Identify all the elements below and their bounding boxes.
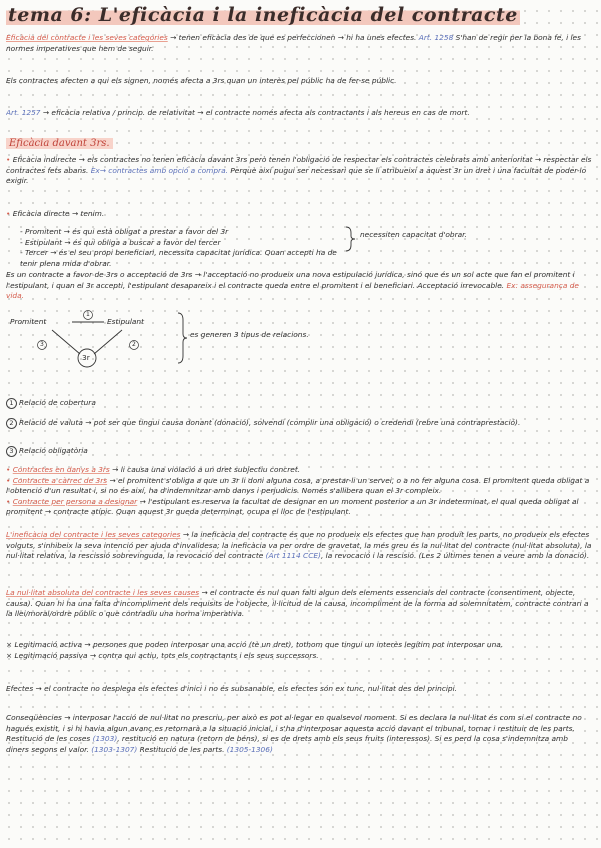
section-heading: Eficàcia davant 3rs. — [6, 138, 113, 149]
intro-paragraph: Eficàcia del contracte i les seves categories → tenen eficàcia des de que es perfeccionen → hi ha unes efectes. Art. 1258 S'han de regir per la bona fe, i les normes imperatives que hem de seguir. — [6, 33, 581, 53]
ineffectiveness-heading: L'ineficàcia del contracte i les seves categories — [6, 530, 181, 539]
list-item: - Tercer → és el seu propi beneficiari, necessita capacitat jurídica. Quan accepti ha de tenir plena mida d'obrar. — [20, 248, 337, 268]
estipulant-tercer-link — [94, 330, 122, 354]
list-item: • Contractes en danys a 3rs → li causa una violació a un dret subjectiu concret. — [6, 465, 301, 474]
article-ref: (1303) — [92, 734, 118, 744]
article-ref: (Art 1114 CCE) — [265, 551, 321, 561]
intro-heading: Eficàcia del contracte i les seves categories — [6, 33, 168, 42]
example-note: Ex→ contractes amb opció a compra. — [90, 165, 228, 175]
brace-note: necessiten capacitat d'obrar. — [360, 230, 467, 239]
nullity-heading: La nul·litat absoluta del contracte i les seves causes — [6, 588, 200, 597]
relation-3-label: 3 — [40, 341, 44, 348]
article-ref: (1303-1307) — [91, 744, 138, 754]
list-item: • Contracte a càrrec de 3rs → el promitent s'obliga a que un 3r li doni alguna cosa, a prestar-li un servei, o a no fer alguna cosa. El promitent queda obligat a l'obtenció d'un resultat i, si no és així, ha d'indemnitzar amb danys i perjudicis. Només s'allibera quan el 3r compleix. — [6, 475, 590, 496]
effects-paragraph: Efectes → el contracte no desplega els efectes d'inici i no és subsanable, els efectes són ex tunc, nul·litat des del principi. — [6, 684, 458, 693]
brace-icon — [176, 312, 188, 364]
relation-cover: 1 Relació de cobertura — [6, 398, 96, 409]
relativity-paragraph: Art. 1257 → eficàcia relativa / princip. de relativitat → el contracte només afecta als contractants i als hereus en cas de mort. — [6, 108, 470, 117]
article-ref: Art. 1258 — [418, 33, 454, 42]
relation-1-label: 1 — [86, 311, 90, 318]
relation-value: 2 Relació de valuta → pot ser que tingui causa donant (donació), solvendi (complir una obligació) o credendi (rebre una contraprestació). — [6, 418, 586, 429]
relation-obligation: 3 Relació obligatòria — [6, 446, 88, 457]
indirect-effect: • Eficàcia indirecte → els contractes no tenen eficàcia davant 3rs però tenen l'obligació de respectar els contractes celebrats amb anterioritat → respectar els contractes fets abans. Ex→ contractes amb opció a compra. Perquè així pugui ser necessari que se li atribueixi a aquest 3r un dret i una facultat de poder-lo exigir. — [6, 155, 592, 186]
promitent-node: Promitent — [10, 317, 47, 326]
article-ref: (1305-1306) — [226, 744, 273, 754]
party-list — [20, 227, 340, 269]
estipulant-node: Estipulant — [107, 317, 145, 326]
standing-list — [6, 640, 592, 661]
list-item: × Legitimació activa → persones que poden interposar una acció (tè un dret), tothom que tingui un interès legítim pot interposar una. — [6, 640, 504, 649]
relation-2-label: 2 — [132, 341, 136, 348]
tercer-node-label: 3r — [82, 353, 90, 362]
nullity-paragraph: La nul·litat absoluta del contracte i les seves causes → el contracte és nul quan falti algun dels elements essencials del contracte (consentiment, objecte, causa). Quan hi ha una falta d'incompliment dels requisits de l'objecte, il·licitud de la causa, incompliment de la forma ad solemnitatem, contracte contrari a la llei/moral/ordre públic o que contradiu una norma imperativa. — [6, 588, 589, 619]
article-ref: Art. 1257 — [6, 108, 41, 117]
direct-effect-label: • Eficàcia directe → tenim. — [6, 209, 105, 218]
third-parties-paragraph: Els contractes afecten a qui els signen, només afecta a 3rs quan un interès pel públic ha de fer-se públic. — [6, 76, 397, 85]
promitent-tercer-link — [52, 330, 80, 354]
example-note: Ex: assegurança de vida. — [6, 280, 579, 301]
ineffectiveness-paragraph: L'ineficàcia del contracte i les seves categories → la ineficàcia del contracte és que no produeix els efectes que han produït les parts, no produeix els efectes volguts, s'inhibeix la seva intenció per ajuda d'invalidesa; la ineficàcia va per ordre de gravetat, la més greu és la nul·litat del contracte (nul·litat absoluta), la nul·litat relativa, la rescissió sobrevinguda, la revocació del contracte (Art 1114 CCE), la revocació i la rescisió. (Les 2 últimes tenen a veure amb la donació). — [6, 530, 592, 561]
brace-icon — [344, 226, 356, 252]
list-item: - Estipulant → és qui obliga a buscar a favor del tercer — [20, 237, 221, 247]
list-item: - Promitent → és qui està obligat a prestar a favor del 3r — [20, 227, 229, 236]
list-item: • Contracte per persona a designar → l'estipulant es reserva la facultat de designar en un moment posterior a un 3r indeterminat, el qual queda obligat al promitent → contracte atípic. Quan aquest 3r queda determinat, ocupa el lloc de l'estipulant. — [6, 496, 579, 517]
contract-types — [6, 465, 592, 518]
page-title: tema 6: L'eficàcia i la ineficàcia del contracte — [8, 4, 518, 26]
contract-third-party-paragraph: Es un contracte a favor de 3rs o acceptació de 3rs → l'acceptació no produeix una nova estipulació jurídica, sinó que és un sol acte que fan el promitent i l'estipulant, i quan el 3r accepti, l'estipulant desapareix i el contracte queda entre el promitent i el beneficiari. Acceptació irrevocable. Ex: assegurança de vida. — [6, 270, 579, 301]
list-item: × Legitimació passiva → contra qui actiu, tots els contractants i els seus successors. — [6, 650, 319, 660]
consequences-paragraph: Conseqüències → interposar l'acció de nul·litat no prescriu, per això es pot al·legar en qualsevol moment. Si es declara la nul·litat és com si el contracte no hagués existit, i si hi havia algun avanç es retornarà a la situació inicial, i s'ha d'interposar aquesta acció davant el tribunal, tornar i restituir de les parts. Restitució de les coses (1303), restitució en natura (retorn de béns), si es de drets amb els seus fruits (interessos). Si es perd la cosa s'indemnitza amb diners segons el valor. (1303-1307) Restitució de les parts. (1305-1306) — [6, 713, 582, 754]
diagram-note: es generen 3 tipus de relacions. — [190, 330, 309, 339]
